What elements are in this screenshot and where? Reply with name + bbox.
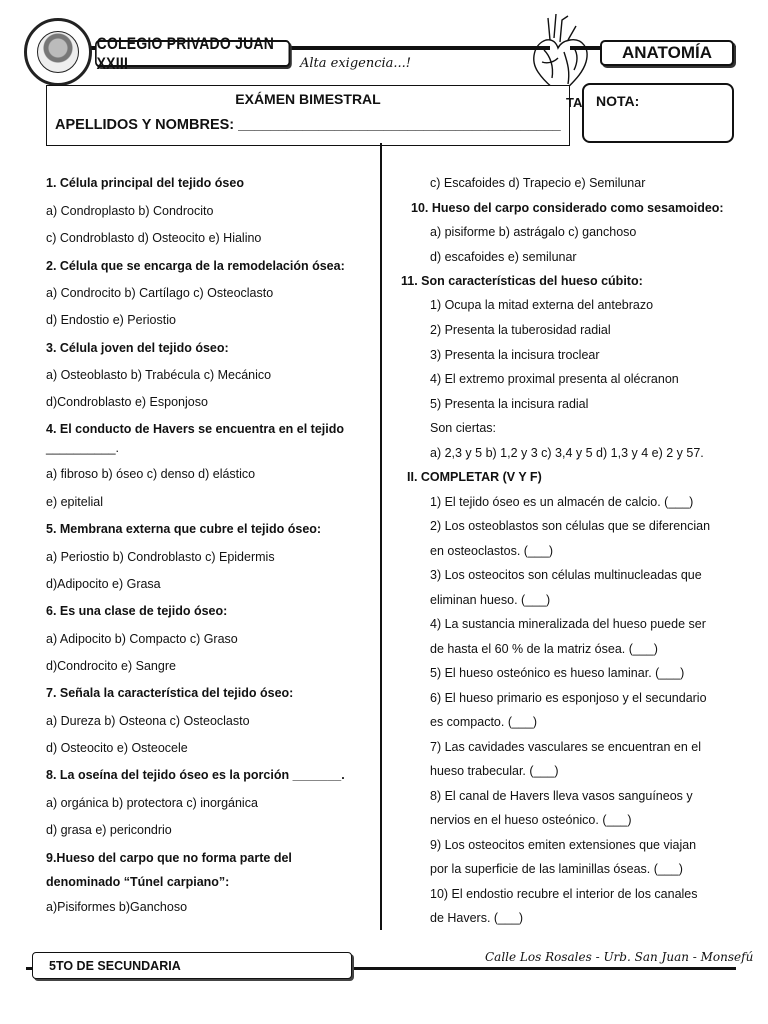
question-line: 5. Membrana externa que cubre el tejido óseo: xyxy=(46,522,322,536)
option-line: a) Periostio b) Condroblasto c) Epidermis xyxy=(46,550,275,564)
option-line: a) Adipocito b) Compacto c) Graso xyxy=(46,632,238,646)
option-line: a) Condroplasto b) Condrocito xyxy=(46,204,214,218)
true-false-item: de hasta el 60 % de la matriz ósea. (___) xyxy=(430,642,658,656)
true-false-item: en osteoclastos. (___) xyxy=(430,544,553,558)
grade-label: NOTA: xyxy=(596,93,640,109)
true-false-item: 1) El tejido óseo es un almacén de calcio. (___) xyxy=(430,495,694,509)
true-false-item: 7) Las cavidades vasculares se encuentran en el xyxy=(430,740,701,754)
option-line: a) Condrocito b) Cartílago c) Osteoclasto xyxy=(46,286,274,300)
question-line: 6. Es una clase de tejido óseo: xyxy=(46,604,228,618)
option-line: a) fibroso b) óseo c) denso d) elástico xyxy=(46,467,256,481)
true-false-item: 9) Los osteocitos emiten extensiones que viajan xyxy=(430,838,697,852)
option-line: e) epitelial xyxy=(46,495,103,509)
option-line: d)Adipocito e) Grasa xyxy=(46,577,161,591)
question-line: 2. Célula que se encarga de la remodelación ósea: xyxy=(46,259,345,273)
grade-level: 5TO DE SECUNDARIA xyxy=(49,959,181,973)
option-line: __________. xyxy=(46,441,119,455)
course-name-banner xyxy=(600,40,734,66)
option-line: c) Condroblasto d) Osteocito e) Hialino xyxy=(46,231,262,245)
option-line: d) Endostio e) Periostio xyxy=(46,313,176,327)
option-line: a) Osteoblasto b) Trabécula c) Mecánico xyxy=(46,368,272,382)
true-false-item: 8) El canal de Havers lleva vasos sanguíneos y xyxy=(430,789,693,803)
course-name: ANATOMÍA xyxy=(621,43,713,62)
option-line: c) Escafoides d) Trapecio e) Semilunar xyxy=(430,176,646,190)
exam-title: EXÁMEN BIMESTRAL xyxy=(235,91,381,107)
question-line: denominado “Túnel carpiano”: xyxy=(46,875,230,889)
hidden-text-fragment: TA xyxy=(566,95,583,110)
question-line: 1. Célula principal del tejido óseo xyxy=(46,176,244,190)
school-address: Calle Los Rosales - Urb. San Juan - Monsefú xyxy=(485,950,754,964)
true-false-item: 6) El hueso primario es esponjoso y el secundario xyxy=(430,691,707,705)
section-heading: II. COMPLETAR (V Y F) xyxy=(407,470,542,484)
option-line: d)Condroblasto e) Esponjoso xyxy=(46,395,208,409)
true-false-item: 2) Los osteoblastos son células que se diferencian xyxy=(430,519,711,533)
true-false-item: 3) Los osteocitos son células multinucleadas que xyxy=(430,568,702,582)
true-false-item: 5) El hueso osteónico es hueso laminar. (___) xyxy=(430,666,685,680)
question-line: 11. Son características del hueso cúbito: xyxy=(401,274,643,288)
true-false-item: 10) El endostio recubre el interior de los canales xyxy=(430,887,698,901)
statement-line: 3) Presenta la incisura troclear xyxy=(430,348,600,362)
statement-line: 4) El extremo proximal presenta al olécranon xyxy=(430,372,679,386)
option-line: a)Pisiformes b)Ganchoso xyxy=(46,900,188,914)
question-line: 4. El conducto de Havers se encuentra en el tejido xyxy=(46,422,345,436)
school-seal-logo xyxy=(24,18,92,86)
statement-line: 1) Ocupa la mitad externa del antebrazo xyxy=(430,298,654,312)
option-line: a) 2,3 y 5 b) 1,2 y 3 c) 3,4 y 5 d) 1,3 y 4 e) 2 y 57. xyxy=(430,446,704,460)
true-false-item: es compacto. (___) xyxy=(430,715,537,729)
option-line: d)Condrocito e) Sangre xyxy=(46,659,176,673)
question-line: 9.Hueso del carpo que no forma parte del xyxy=(46,851,292,865)
true-false-item: por la superficie de las laminillas óseas. (___) xyxy=(430,862,683,876)
school-name: COLEGIO PRIVADO JUAN XXIII xyxy=(96,33,275,73)
option-line: a) pisiforme b) astrágalo c) ganchoso xyxy=(430,225,637,239)
anatomical-heart-icon xyxy=(524,10,592,96)
option-line: d) escafoides e) semilunar xyxy=(430,250,577,264)
option-line: a) Dureza b) Osteona c) Osteoclasto xyxy=(46,714,250,728)
option-line: d) grasa e) pericondrio xyxy=(46,823,172,837)
option-line: d) Osteocito e) Osteocele xyxy=(46,741,188,755)
option-line: a) orgánica b) protectora c) inorgánica xyxy=(46,796,258,810)
exam-header-box xyxy=(46,85,570,146)
grade-box xyxy=(582,83,734,143)
school-motto: Alta exigencia...! xyxy=(300,56,412,71)
question-line: 7. Señala la característica del tejido óseo: xyxy=(46,686,294,700)
true-false-item: 4) La sustancia mineralizada del hueso puede ser xyxy=(430,617,706,631)
question-line: 8. La oseína del tejido óseo es la porción _______. xyxy=(46,768,345,782)
statement-line: Son ciertas: xyxy=(430,421,497,435)
question-line: 10. Hueso del carpo considerado como sesamoideo: xyxy=(411,201,724,215)
statement-line: 5) Presenta la incisura radial xyxy=(430,397,589,411)
statement-line: 2) Presenta la tuberosidad radial xyxy=(430,323,611,337)
school-name-banner xyxy=(95,33,290,73)
true-false-item: nervios en el hueso osteónico. (___) xyxy=(430,813,632,827)
student-name-field: APELLIDOS Y NOMBRES: ________________________________________ xyxy=(55,117,561,133)
grade-level-banner xyxy=(32,952,352,979)
true-false-item: de Havers. (___) xyxy=(430,911,524,925)
seal-portrait xyxy=(37,31,79,73)
true-false-item: hueso trabecular. (___) xyxy=(430,764,559,778)
question-line: 3. Célula joven del tejido óseo: xyxy=(46,341,229,355)
column-divider xyxy=(380,143,382,930)
true-false-item: eliminan hueso. (___) xyxy=(430,593,551,607)
